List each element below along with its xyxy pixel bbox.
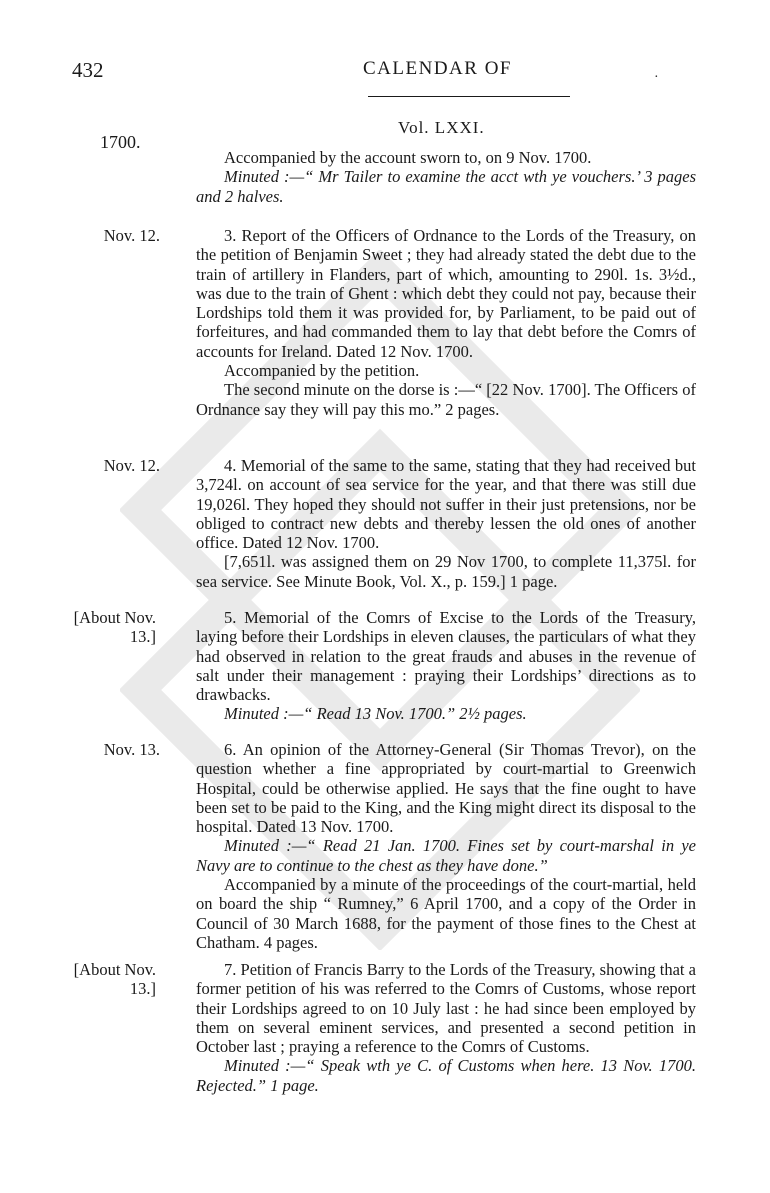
entry-paragraph: 5. Memorial of the Comrs of Excise to the Lords of the Treasury, laying before their Lordships in eleven clauses, the particulars of what they had observed in relation to the great frauds and abuses in the revenue of salt under their management : praying their Lordships’ directions as to drawbacks. bbox=[196, 608, 696, 705]
entry-4 bbox=[196, 456, 696, 591]
entry-minute: Minuted :—“ Read 13 Nov. 1700.” 2½ pages. bbox=[224, 704, 527, 724]
volume-heading: Vol. LXXI. bbox=[398, 118, 485, 137]
entry-paragraph: Accompanied by the petition. bbox=[224, 361, 420, 381]
entry-paragraph: Accompanied by a minute of the proceedings of the court-martial, held on board the ship “ Rumney,” 6 April 1700, and a copy of the Order in Council of 30 March 1688, for the payment of those fines to the Chest at Chatham. 4 pages. bbox=[196, 875, 696, 952]
entry-date: Nov. 12. bbox=[103, 456, 160, 475]
entry-paragraph: Accompanied by the account sworn to, on 9 Nov. 1700. bbox=[224, 148, 592, 167]
entry-5 bbox=[196, 608, 696, 724]
header-rule bbox=[368, 96, 570, 97]
entry-continuation bbox=[196, 148, 696, 206]
entry-minute: Minuted :—“ Mr Tailer to examine the acct wth ye vouchers.’ 3 pages and 2 halves. bbox=[196, 167, 696, 206]
entry-minute: Minuted :—“ Read 21 Jan. 1700. Fines set by court-marshal in ye Navy are to continue to the chest as they have done.” bbox=[196, 836, 696, 875]
entry-date: [About Nov. 13.] bbox=[73, 960, 156, 999]
entry-paragraph: 6. An opinion of the Attorney-General (Sir Thomas Trevor), on the question whether a fine appropriated by court-martial to Greenwich Hospital, could be otherwise applied. He says that the fine ought to have been set to be paid to the King, and the King might direct its disposal to the hospital. Dated 13 Nov. 1700. bbox=[196, 740, 696, 837]
page-number: 432 bbox=[72, 58, 104, 82]
margin-mark: · bbox=[654, 70, 659, 85]
entry-minute: Minuted :—“ Speak wth ye C. of Customs when here. 13 Nov. 1700. Rejected.” 1 page. bbox=[196, 1056, 696, 1095]
running-title: CALENDAR OF bbox=[363, 58, 512, 79]
entry-6 bbox=[196, 740, 696, 952]
entry-paragraph: 4. Memorial of the same to the same, stating that they had received but 3,724l. on account of sea service for the year, and that there was still due 19,026l. They hoped they should not suffer in their just pretensions, nor be obliged to contract new debts and thereby lessen the old ones of another office. Dated 12 Nov. 1700. bbox=[196, 456, 696, 553]
entry-paragraph: 7. Petition of Francis Barry to the Lords of the Treasury, showing that a former petition of his was referred to the Comrs of Customs, whose report their Lordships agreed to on 10 July last : he had since been employed by them on several eminent services, and presented a second petition in October last ; praying a reference to the Comrs of Customs. bbox=[196, 960, 696, 1057]
entry-paragraph: The second minute on the dorse is :—“ [22 Nov. 1700]. The Officers of Ordnance say they will pay this mo.” 2 pages. bbox=[196, 380, 696, 419]
entry-paragraph: 3. Report of the Officers of Ordnance to the Lords of the Treasury, on the petition of Benjamin Sweet ; they had already stated the debt due to the train of artillery in Flanders, part of which, amounting to 290l. 1s. 3½d., was due to the train of Ghent : which debt they could not pay, because their Lordships told them it was provided for, by Parliament, to be paid out of forfeitures, and had commanded them to lay that debt before the Comrs of accounts for Ireland. Dated 12 Nov. 1700. bbox=[196, 226, 696, 361]
entry-date: [About Nov. 13.] bbox=[73, 608, 156, 647]
entry-paragraph: [7,651l. was assigned them on 29 Nov 1700, to complete 11,375l. for sea service. See Minute Book, Vol. X., p. 159.] 1 page. bbox=[196, 552, 696, 591]
year-heading: 1700. bbox=[100, 132, 141, 152]
entry-date: Nov. 12. bbox=[103, 226, 160, 245]
entry-date: Nov. 13. bbox=[103, 740, 160, 759]
entry-7 bbox=[196, 960, 696, 1095]
entry-3 bbox=[196, 226, 696, 419]
